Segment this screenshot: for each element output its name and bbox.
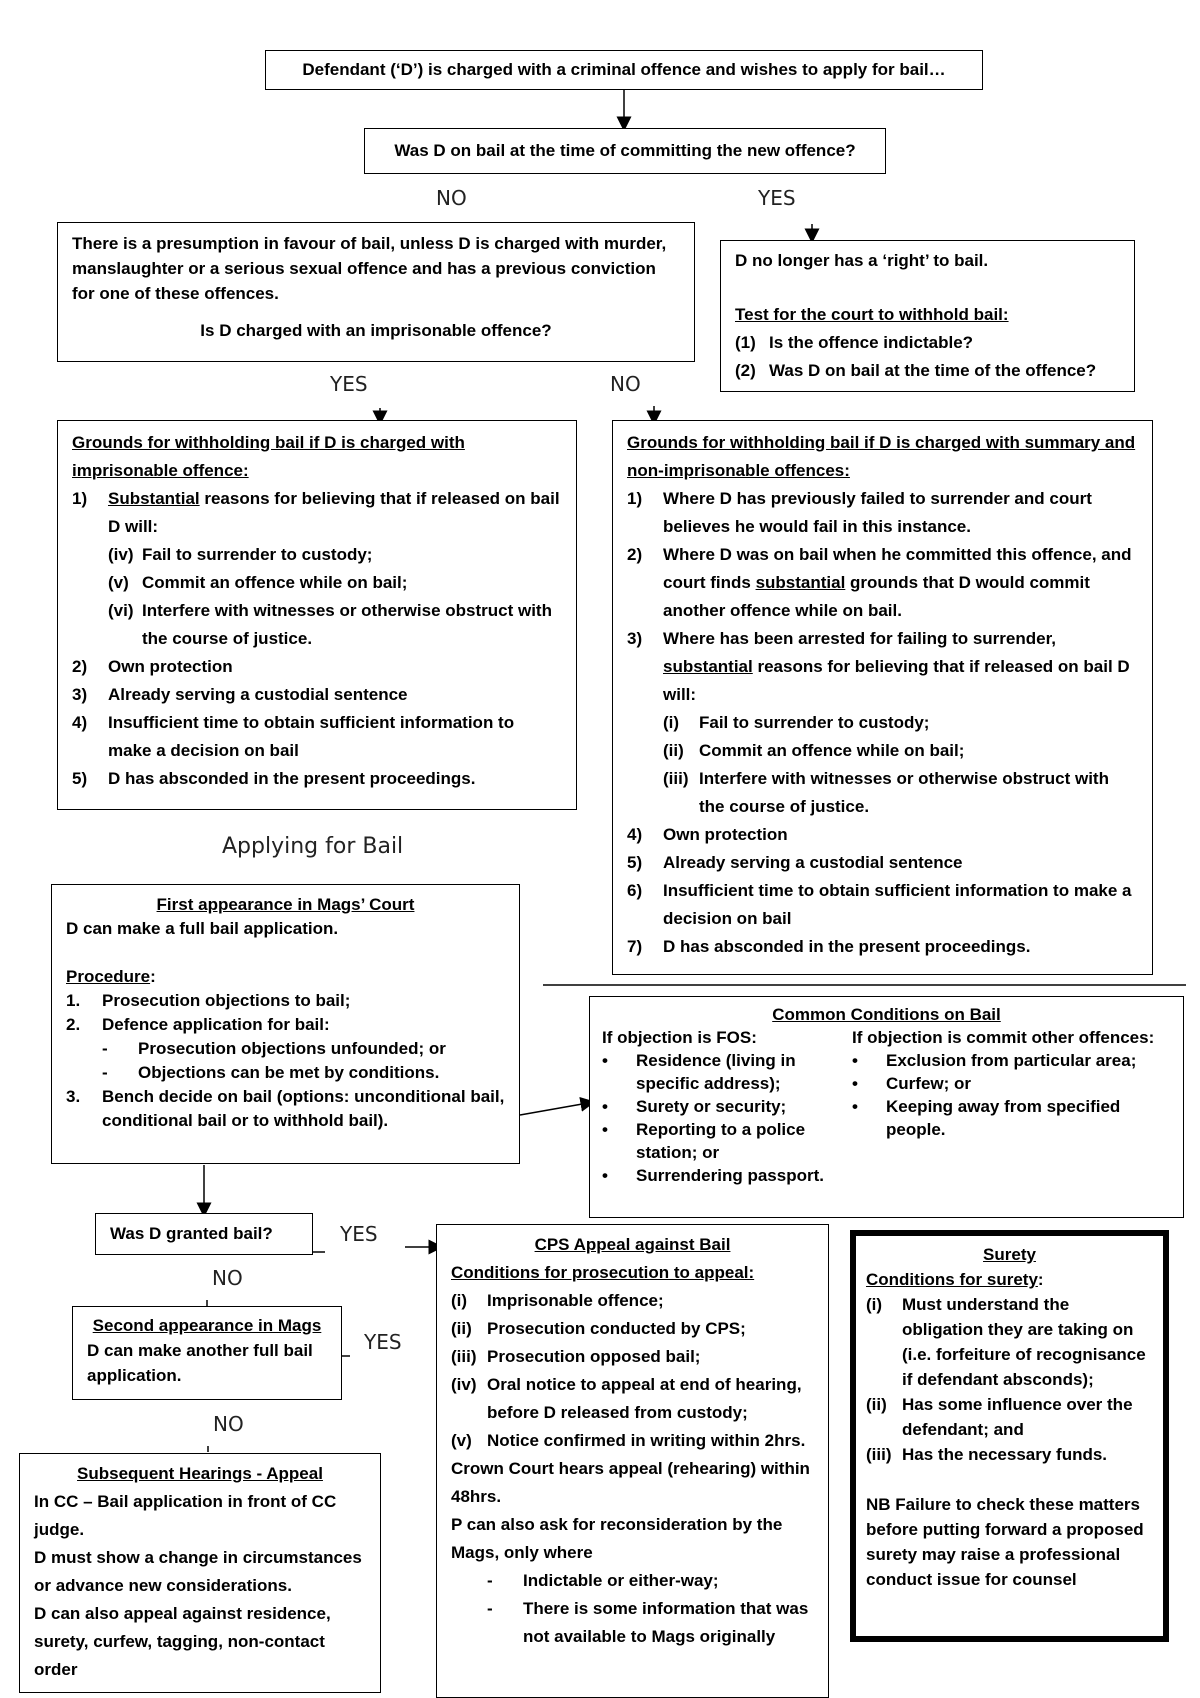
- other-offence-condition-marker: •: [852, 1074, 858, 1093]
- ground-3-text-a: Where has been arrested for failing to surrender,: [663, 629, 1056, 648]
- other-offence-condition-text: Curfew; or: [886, 1074, 971, 1093]
- summary-ground-1: 1) Where D has previously failed to surrender and court believes he would fail in this instance.: [627, 485, 1138, 541]
- second-appearance-box: [72, 1306, 342, 1400]
- imprisonable-sub-item-text: Fail to surrender to custody;: [142, 545, 373, 564]
- withhold-test-title: Test for the court to withhold bail:: [735, 305, 1009, 324]
- presumption-box: [57, 222, 695, 362]
- summary-ground-1-text: Where D has previously failed to surrender and court believes he would fail in this instance.: [663, 489, 1092, 536]
- cps-text-1: Crown Court hears appeal (rehearing) within 48hrs.: [451, 1459, 810, 1506]
- summary-ground-item-num: 7): [627, 937, 643, 956]
- summary-ground-item: [627, 849, 1138, 877]
- conditions-box: [589, 996, 1184, 1218]
- summary-ground-2: 2) Where D was on bail when he committed this offence, and court finds substantial grounds that D would commit another offence while on bail.: [627, 545, 1132, 620]
- cps-condition-text: Notice confirmed in writing within 2hrs.: [487, 1431, 806, 1450]
- withhold-test-item: [735, 329, 1120, 357]
- conditions-title: Common Conditions on Bail: [772, 1005, 1001, 1024]
- summary-ground-list: [627, 821, 1138, 961]
- cps-conditions-list: [451, 1287, 814, 1455]
- fos-condition-marker: •: [602, 1120, 608, 1139]
- cps-reconsideration-item-text: Indictable or either-way;: [523, 1571, 719, 1590]
- imprisonable-ground-1: 1) Substantial reasons for believing that if released on bail D will:: [72, 489, 560, 536]
- second-appearance-text: D can make another full bail application.: [87, 1341, 313, 1385]
- summary-sub-item: [627, 709, 1138, 737]
- withhold-test-item-text: Is the offence indictable?: [769, 333, 974, 352]
- top-box: [265, 50, 983, 90]
- imprisonable-ground-item-num: 5): [72, 769, 88, 788]
- summary-sub-item-num: (iii): [663, 769, 689, 788]
- surety-condition-text: Has the necessary funds.: [902, 1445, 1108, 1464]
- summary-ground-3: 3) Where has been arrested for failing to surrender, substantial reasons for believing that if released on bail D will:: [627, 629, 1130, 704]
- summary-sub-item-text: Interfere with witnesses or otherwise obstruct with the course of justice.: [699, 769, 1109, 816]
- ground-2-text-b: grounds that D would commit another offence while on bail.: [663, 573, 1090, 620]
- imprisonable-ground-item-num: 3): [72, 685, 88, 704]
- procedure-step-2b: - Objections can be met by conditions.: [66, 1061, 505, 1085]
- fos-condition: [602, 1095, 852, 1118]
- summary-ground-item-num: 6): [627, 881, 643, 900]
- other-offence-condition-text: Keeping away from specified people.: [886, 1097, 1121, 1139]
- surety-condition-text: Must understand the obligation they are taking on (i.e. forfeiture of recognisance if defendant absconds);: [902, 1295, 1146, 1389]
- cps-condition-num: (v): [451, 1431, 472, 1450]
- question-on-bail-box: [364, 128, 886, 174]
- summary-sub-item-text: Commit an offence while on bail;: [699, 741, 965, 760]
- summary-sub-list: [627, 709, 1138, 821]
- procedure-step-2: 2. Defence application for bail:: [66, 1013, 505, 1037]
- withhold-test-item-num: (1): [735, 333, 756, 352]
- summary-sub-item: [627, 765, 1138, 821]
- cps-condition: [451, 1371, 814, 1427]
- subsequent-text-2: D must show a change in circumstances or advance new considerations.: [34, 1548, 362, 1595]
- label-yes: YES: [340, 1222, 378, 1246]
- summary-grounds-title: Grounds for withholding bail if D is charged with summary and non-imprisonable offences:: [627, 433, 1136, 480]
- surety-title: Surety: [983, 1245, 1036, 1264]
- label-yes: YES: [758, 186, 796, 210]
- imprisonable-ground-item-text: Insufficient time to obtain sufficient information to make a decision on bail: [108, 713, 515, 760]
- no-right-box: [720, 240, 1135, 392]
- imprisonable-ground-item-text: Already serving a custodial sentence: [108, 685, 408, 704]
- summary-grounds-box: [612, 420, 1153, 975]
- procedure-step-2a: - Prosecution objections unfounded; or: [66, 1037, 505, 1061]
- summary-sub-item-num: (ii): [663, 741, 684, 760]
- cps-condition-text: Prosecution opposed bail;: [487, 1347, 701, 1366]
- cps-condition: [451, 1287, 814, 1315]
- fos-condition: [602, 1118, 852, 1164]
- summary-sub-item: [627, 737, 1138, 765]
- imprisonable-sub-item-text: Interfere with witnesses or otherwise obstruct with the course of justice.: [142, 601, 552, 648]
- withhold-test-list: [735, 329, 1120, 385]
- fos-condition-text: Residence (living in specific address);: [636, 1051, 796, 1093]
- arrow-first-to-conditions: [520, 1103, 588, 1115]
- subsequent-title: Subsequent Hearings - Appeal: [77, 1464, 323, 1483]
- cps-condition-num: (ii): [451, 1319, 472, 1338]
- fos-condition-text: Reporting to a police station; or: [636, 1120, 806, 1162]
- imprisonable-sub-item-num: (vi): [108, 601, 134, 620]
- surety-condition-num: (ii): [866, 1395, 887, 1414]
- surety-condition-num: (i): [866, 1295, 883, 1314]
- cps-condition-num: (iv): [451, 1375, 477, 1394]
- procedure-step-1: 1. Prosecution objections to bail;: [66, 989, 505, 1013]
- surety-condition-num: (iii): [866, 1445, 892, 1464]
- imprisonable-sub-item-num: (iv): [108, 545, 134, 564]
- procedure-step-3-text: Bench decide on bail (options: unconditional bail, conditional bail or to withhold bail).: [102, 1087, 505, 1130]
- subsequent-box: [19, 1453, 381, 1693]
- other-offence-condition-text: Exclusion from particular area;: [886, 1051, 1137, 1070]
- granted-text: Was D granted bail?: [110, 1224, 273, 1243]
- other-offence-condition: [852, 1095, 1171, 1141]
- procedure-heading: Procedure: [66, 967, 151, 986]
- subsequent-text-1: In CC – Bail application in front of CC judge.: [34, 1492, 337, 1539]
- imprisonable-sub-item-num: (v): [108, 573, 129, 592]
- fos-condition-marker: •: [602, 1051, 608, 1070]
- surety-condition: [866, 1392, 1153, 1442]
- cps-condition-text: Oral notice to appeal at end of hearing, before D released from custody;: [487, 1375, 802, 1422]
- imprisonable-sub-item: [72, 569, 562, 597]
- surety-conditions-list: [866, 1292, 1153, 1467]
- summary-ground-item-text: D has absconded in the present proceedings.: [663, 937, 1031, 956]
- withhold-test-item-text: Was D on bail at the time of the offence?: [769, 361, 1097, 380]
- surety-box: Surety Conditions for surety: (i) Must understand the obligation they are taking on (i.e. forfeiture of recognisance if defendant absconds); (ii) Has some influence over the defendant; and (iii) Has the necessary funds. NB Failure to check these matters before putting forward a proposed surety may raise a professional conduct issue for counsel: [850, 1230, 1169, 1642]
- presumption-question: Is D charged with an imprisonable offence?: [200, 321, 552, 340]
- withhold-test-item: [735, 357, 1120, 385]
- summary-ground-item: [627, 821, 1138, 849]
- cps-condition: [451, 1343, 814, 1371]
- label-yes: YES: [364, 1330, 402, 1354]
- cps-condition-num: (iii): [451, 1347, 477, 1366]
- ground-3-substantial: substantial: [663, 657, 753, 676]
- granted-box: [95, 1213, 313, 1255]
- question-on-bail-text: Was D on bail at the time of committing the new offence?: [394, 141, 856, 160]
- procedure-step-2b-text: Objections can be met by conditions.: [138, 1063, 440, 1082]
- ground-2-substantial: substantial: [755, 573, 846, 592]
- imprisonable-ground-list: [72, 653, 562, 793]
- cps-conditions-title: Conditions for prosecution to appeal:: [451, 1263, 755, 1282]
- cps-condition-text: Prosecution conducted by CPS;: [487, 1319, 746, 1338]
- fos-condition-marker: •: [602, 1097, 608, 1116]
- second-appearance-title: Second appearance in Mags: [92, 1316, 322, 1335]
- imprisonable-ground-item: [72, 765, 562, 793]
- presumption-text: There is a presumption in favour of bail, unless D is charged with murder, manslaughter or a serious sexual offence and has a previous conviction for one of these offences.: [72, 234, 667, 303]
- other-offence-condition: [852, 1049, 1171, 1072]
- summary-ground-item-num: 4): [627, 825, 643, 844]
- label-no: NO: [213, 1412, 244, 1436]
- surety-conditions-title: Conditions for surety: [866, 1270, 1038, 1289]
- summary-sub-item-text: Fail to surrender to custody;: [699, 713, 930, 732]
- fos-condition: [602, 1049, 852, 1095]
- procedure-step-2a-text: Prosecution objections unfounded; or: [138, 1039, 446, 1058]
- summary-sub-item-num: (i): [663, 713, 680, 732]
- imprisonable-ground-item-text: Own protection: [108, 657, 233, 676]
- fos-condition-text: Surrendering passport.: [636, 1166, 824, 1185]
- imprisonable-ground-item: [72, 653, 562, 681]
- label-no: NO: [212, 1266, 243, 1290]
- top-box-text: Defendant (‘D’) is charged with a criminal offence and wishes to apply for bail…: [302, 60, 946, 79]
- ground-1-text: reasons for believing that if released on bail D will:: [108, 489, 560, 536]
- procedure-step-3: 3. Bench decide on bail (options: unconditional bail, conditional bail or to withhold bail).: [66, 1085, 505, 1133]
- cps-condition-num: (i): [451, 1291, 468, 1310]
- cps-reconsideration-item-text: There is some information that was not available to Mags originally: [523, 1599, 809, 1646]
- cps-reconsideration-list: [451, 1567, 814, 1651]
- summary-ground-item-text: Own protection: [663, 825, 788, 844]
- section-title: Applying for Bail: [222, 834, 404, 859]
- fos-condition-marker: •: [602, 1166, 608, 1185]
- cps-condition: [451, 1427, 814, 1455]
- surety-condition: [866, 1292, 1153, 1392]
- surety-note: NB Failure to check these matters before putting forward a proposed surety may raise a professional conduct issue for counsel: [866, 1495, 1144, 1589]
- summary-ground-item-text: Already serving a custodial sentence: [663, 853, 963, 872]
- substantial-text: Substantial: [108, 489, 200, 508]
- imprisonable-sub-item: [72, 597, 562, 653]
- imprisonable-grounds-title: Grounds for withholding bail if D is charged with imprisonable offence:: [72, 433, 465, 480]
- no-right-line: D no longer has a ‘right’ to bail.: [735, 251, 989, 270]
- label-no: NO: [436, 186, 467, 210]
- fos-condition: [602, 1164, 852, 1187]
- cps-appeal-title: CPS Appeal against Bail: [534, 1235, 731, 1254]
- fos-condition-text: Surety or security;: [636, 1097, 787, 1116]
- ground-3-text-b: reasons for believing that if released on bail D will:: [663, 657, 1130, 704]
- cps-reconsideration-item-marker: -: [487, 1599, 493, 1618]
- first-appearance-box: First appearance in Mags’ Court D can make a full bail application. Procedure: 1. Prosecution objections to bail; 2. Defence application for bail: - Prosecution objections unfounded; or - Objections can be met by conditions. 3. Bench decide on bail (options: unconditional bail, conditional bail or to withhold bail).: [51, 884, 520, 1164]
- summary-ground-item-num: 5): [627, 853, 643, 872]
- other-offence-condition: [852, 1072, 1171, 1095]
- other-offence-condition-marker: •: [852, 1097, 858, 1116]
- imprisonable-ground-item-text: D has absconded in the present proceedings.: [108, 769, 476, 788]
- procedure-step-1-text: Prosecution objections to bail;: [102, 991, 351, 1010]
- summary-ground-item: [627, 877, 1138, 933]
- fos-heading: If objection is FOS:: [602, 1028, 757, 1047]
- imprisonable-ground-item: [72, 681, 562, 709]
- cps-reconsideration-item: [451, 1595, 814, 1651]
- first-appearance-text: D can make a full bail application.: [66, 919, 339, 938]
- fos-conditions-list: [602, 1049, 852, 1187]
- ground-2-text-a: Where D was on bail when he committed this offence, and court finds: [663, 545, 1132, 592]
- imprisonable-ground-item: [72, 709, 562, 765]
- cps-reconsideration-item: [451, 1567, 814, 1595]
- surety-condition: [866, 1442, 1153, 1467]
- other-offences-heading: If objection is commit other offences:: [852, 1028, 1155, 1047]
- summary-ground-item: [627, 933, 1138, 961]
- cps-appeal-box: [436, 1224, 829, 1698]
- other-offence-condition-marker: •: [852, 1051, 858, 1070]
- imprisonable-sub-list: [72, 541, 562, 653]
- subsequent-text-3: D can also appeal against residence, surety, curfew, tagging, non-contact order: [34, 1604, 331, 1679]
- imprisonable-sub-item: [72, 541, 562, 569]
- imprisonable-ground-item-num: 2): [72, 657, 88, 676]
- imprisonable-ground-item-num: 4): [72, 713, 88, 732]
- other-offences-conditions-list: [852, 1049, 1171, 1141]
- withhold-test-item-num: (2): [735, 361, 756, 380]
- cps-condition: [451, 1315, 814, 1343]
- imprisonable-sub-item-text: Commit an offence while on bail;: [142, 573, 408, 592]
- first-appearance-title: First appearance in Mags’ Court: [156, 895, 415, 914]
- surety-condition-text: Has some influence over the defendant; and: [902, 1395, 1133, 1439]
- label-no: NO: [610, 372, 641, 396]
- summary-ground-item-text: Insufficient time to obtain sufficient information to make a decision on bail: [663, 881, 1132, 928]
- cps-text-2: P can also ask for reconsideration by the Mags, only where: [451, 1515, 783, 1562]
- label-yes: YES: [330, 372, 368, 396]
- imprisonable-grounds-box: [57, 420, 577, 810]
- cps-condition-text: Imprisonable offence;: [487, 1291, 664, 1310]
- cps-reconsideration-item-marker: -: [487, 1571, 493, 1590]
- procedure-step-2-text: Defence application for bail:: [102, 1015, 330, 1034]
